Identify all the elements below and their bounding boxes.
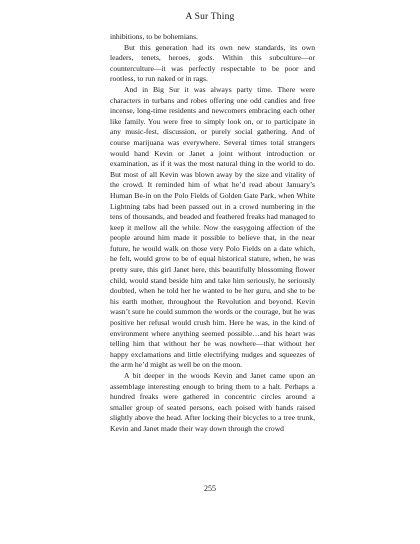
running-head-title: A Sur Thing — [185, 12, 235, 22]
paragraph: A bit deeper in the woods Kevin and Janet came upon an assemblage interesting enough to bring them to a halt. Perhaps a hundred freaks were gathered in concentric circles around a smaller group of seated persons, each poised with hands raised slightly above the head. After locking their bicycles to a tree trunk, Kevin and Janet made their way down through the crowd — [110, 371, 315, 433]
body-text — [110, 32, 315, 435]
paragraph: And in Big Sur it was always party time. There were characters in turbans and robes offering one odd candies and free incense, long-time residents and newcomers embracing each other like family. You were free to simply look on, or to participate in any music-fest, discussion, or purely social gathering. And of course marijuana was everywhere. Several times total strangers would hand Kevin or Janet a joint without introduction or examination, as if it was the most natural thing in the world to do. But most of all Kevin was blown away by the size and vitality of the crowd. It reminded him of what he’d read about January’s Human Be-in on the Polo Fields of Golden Gate Park, when White Lightning tabs had been passed out in a crowd numbering in the tens of thousands, and beaded and feathered freaks had managed to keep it mellow all the while. Now the easygoing affection of the people around him made it possible to believe that, in the near future, he would walk on those very Polo Fields on a date which, he felt, would grow to be of equal historical stature, when, he was pretty sure, this girl Janet here, this beautifully blossoming flower child, would stand beside him and take him seriously, he seriously doubted, when he told her he wanted to be her guru, and she to be his earth mother, throughout the Revolution and beyond. Kevin wasn’t sure he could summon the words or the courage, but he was positive her refusal would crush him. Here he was, in the kind of environment where anything seemed possible…and his heart was telling him that without her he was nowhere—that without her happy exclamations and little electrifying nudges and squeezes of the arm he’d might as well be on the moon. — [110, 84, 315, 370]
page-number: 255 — [204, 484, 216, 493]
paragraph: inhibitions, to be bohemians. — [110, 32, 198, 41]
paragraph: But this generation had its own new standards, its own leaders, tenets, heroes, gods. Within this subculture—or counterculture—it was perfectly respectable to be poor and rootless, to run naked or in rags. — [110, 42, 315, 84]
